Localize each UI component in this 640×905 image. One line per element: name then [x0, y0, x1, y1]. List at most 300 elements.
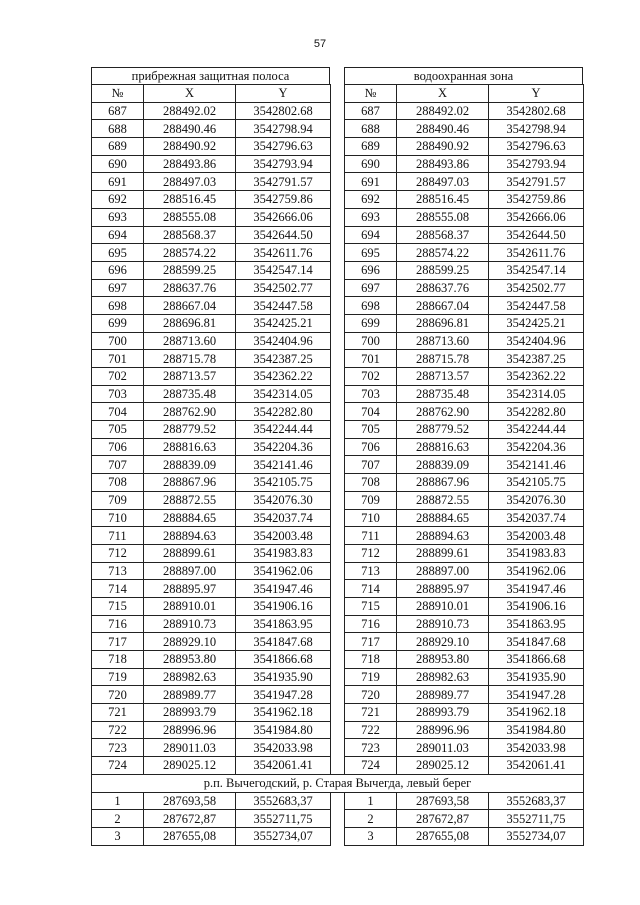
- table-row: [92, 155, 584, 173]
- table-row: [92, 173, 584, 191]
- left-x-coordinate-cell: 288574.22: [144, 244, 236, 262]
- right-x-coordinate-cell: 288696.81: [397, 314, 489, 332]
- left-y-coordinate-cell: 3542447.58: [236, 297, 331, 315]
- table-row: [92, 739, 584, 757]
- right-y-coordinate-cell: 3542644.50: [489, 226, 584, 244]
- table-gap-cell: [331, 597, 345, 615]
- right-y-coordinate-cell: 3552683,37: [489, 792, 584, 810]
- table-row: [92, 562, 584, 580]
- right-x-coordinate-cell: 288762.90: [397, 403, 489, 421]
- left-point-number-cell: 698: [92, 297, 144, 315]
- right-y-coordinate-cell: 3542802.68: [489, 102, 584, 120]
- right-x-coordinate-cell: 288816.63: [397, 438, 489, 456]
- table-gap-cell: [331, 562, 345, 580]
- right-y-coordinate-cell: 3542404.96: [489, 332, 584, 350]
- left-x-coordinate-cell: 288884.65: [144, 509, 236, 527]
- left-x-coordinate-cell: 288897.00: [144, 562, 236, 580]
- left-point-number-cell: 720: [92, 686, 144, 704]
- table-row: [92, 544, 584, 562]
- right-x-coordinate-cell: X: [397, 85, 489, 103]
- left-y-coordinate-cell: 3541962.06: [236, 562, 331, 580]
- left-x-coordinate-cell: 288872.55: [144, 491, 236, 509]
- left-x-coordinate-cell: 288599.25: [144, 261, 236, 279]
- left-point-number-cell: 699: [92, 314, 144, 332]
- right-y-coordinate-cell: 3542105.75: [489, 474, 584, 492]
- left-x-coordinate-cell: 288735.48: [144, 385, 236, 403]
- right-y-coordinate-cell: 3552711,75: [489, 810, 584, 828]
- table-gap-cell: [331, 261, 345, 279]
- right-point-number-cell: 719: [345, 668, 397, 686]
- table-gap-cell: [331, 491, 345, 509]
- left-point-number-cell: 694: [92, 226, 144, 244]
- table-row: [92, 633, 584, 651]
- table-gap-cell: [331, 244, 345, 262]
- table-gap-cell: [331, 509, 345, 527]
- left-x-coordinate-cell: 288713.57: [144, 368, 236, 386]
- right-y-coordinate-cell: 3542425.21: [489, 314, 584, 332]
- left-x-coordinate-cell: 288493.86: [144, 155, 236, 173]
- left-y-coordinate-cell: 3552711,75: [236, 810, 331, 828]
- table-gap-cell: [331, 456, 345, 474]
- left-y-coordinate-cell: 3542204.36: [236, 438, 331, 456]
- right-x-coordinate-cell: 288895.97: [397, 580, 489, 598]
- right-y-coordinate-cell: 3542759.86: [489, 191, 584, 209]
- right-x-coordinate-cell: 288715.78: [397, 350, 489, 368]
- left-y-coordinate-cell: 3542387.25: [236, 350, 331, 368]
- right-point-number-cell: 714: [345, 580, 397, 598]
- table-row: [92, 120, 584, 138]
- table-gap-cell: [331, 102, 345, 120]
- right-x-coordinate-cell: 288953.80: [397, 651, 489, 669]
- table-gap-cell: [331, 827, 345, 845]
- table-gap-cell: [331, 85, 345, 103]
- table-titles: [91, 67, 583, 84]
- right-point-number-cell: 701: [345, 350, 397, 368]
- right-x-coordinate-cell: 287655,08: [397, 827, 489, 845]
- left-y-coordinate-cell: 3542802.68: [236, 102, 331, 120]
- left-x-coordinate-cell: 288839.09: [144, 456, 236, 474]
- left-y-coordinate-cell: 3541863.95: [236, 615, 331, 633]
- table-row: [92, 208, 584, 226]
- left-y-coordinate-cell: 3542003.48: [236, 527, 331, 545]
- right-point-number-cell: 718: [345, 651, 397, 669]
- table-row: [92, 651, 584, 669]
- right-x-coordinate-cell: 288779.52: [397, 421, 489, 439]
- left-y-coordinate-cell: 3541935.90: [236, 668, 331, 686]
- left-x-coordinate-cell: 288929.10: [144, 633, 236, 651]
- right-point-number-cell: 717: [345, 633, 397, 651]
- left-point-number-cell: №: [92, 85, 144, 103]
- table-gap-cell: [331, 704, 345, 722]
- left-x-coordinate-cell: 289025.12: [144, 757, 236, 775]
- right-y-coordinate-cell: 3541947.28: [489, 686, 584, 704]
- table-gap-cell: [331, 350, 345, 368]
- table-gap-cell: [331, 615, 345, 633]
- left-point-number-cell: 693: [92, 208, 144, 226]
- table-row: [92, 615, 584, 633]
- right-point-number-cell: 694: [345, 226, 397, 244]
- right-x-coordinate-cell: 288574.22: [397, 244, 489, 262]
- right-point-number-cell: 688: [345, 120, 397, 138]
- right-x-coordinate-cell: 288982.63: [397, 668, 489, 686]
- table-row: [92, 721, 584, 739]
- table-row: [92, 810, 584, 828]
- right-x-coordinate-cell: 288910.01: [397, 597, 489, 615]
- left-point-number-cell: 714: [92, 580, 144, 598]
- table-row: [92, 279, 584, 297]
- left-point-number-cell: 691: [92, 173, 144, 191]
- left-point-number-cell: 688: [92, 120, 144, 138]
- right-y-coordinate-cell: 3542003.48: [489, 527, 584, 545]
- right-y-coordinate-cell: 3542387.25: [489, 350, 584, 368]
- right-y-coordinate-cell: 3542362.22: [489, 368, 584, 386]
- coordinates-table-body: [92, 85, 584, 846]
- coordinates-table-container: [91, 67, 583, 846]
- table-row: [92, 580, 584, 598]
- left-point-number-cell: 715: [92, 597, 144, 615]
- right-y-coordinate-cell: 3542076.30: [489, 491, 584, 509]
- right-x-coordinate-cell: 288516.45: [397, 191, 489, 209]
- left-point-number-cell: 1: [92, 792, 144, 810]
- left-x-coordinate-cell: 288490.92: [144, 138, 236, 156]
- right-y-coordinate-cell: Y: [489, 85, 584, 103]
- left-point-number-cell: 703: [92, 385, 144, 403]
- left-y-coordinate-cell: 3542793.94: [236, 155, 331, 173]
- right-y-coordinate-cell: 3541947.46: [489, 580, 584, 598]
- table-row: [92, 226, 584, 244]
- table-gap-cell: [331, 314, 345, 332]
- left-y-coordinate-cell: 3542033.98: [236, 739, 331, 757]
- right-x-coordinate-cell: 288989.77: [397, 686, 489, 704]
- table-gap-cell: [331, 651, 345, 669]
- right-x-coordinate-cell: 288910.73: [397, 615, 489, 633]
- right-point-number-cell: 710: [345, 509, 397, 527]
- right-y-coordinate-cell: 3542204.36: [489, 438, 584, 456]
- table-gap-cell: [331, 686, 345, 704]
- left-y-coordinate-cell: 3542796.63: [236, 138, 331, 156]
- left-y-coordinate-cell: 3541962.18: [236, 704, 331, 722]
- left-y-coordinate-cell: 3542362.22: [236, 368, 331, 386]
- right-y-coordinate-cell: 3541863.95: [489, 615, 584, 633]
- right-y-coordinate-cell: 3542502.77: [489, 279, 584, 297]
- left-point-number-cell: 701: [92, 350, 144, 368]
- right-x-coordinate-cell: 288735.48: [397, 385, 489, 403]
- coordinates-table: [91, 84, 584, 846]
- left-y-coordinate-cell: 3542611.76: [236, 244, 331, 262]
- left-x-coordinate-cell: 288516.45: [144, 191, 236, 209]
- left-y-coordinate-cell: 3541847.68: [236, 633, 331, 651]
- right-point-number-cell: 3: [345, 827, 397, 845]
- right-point-number-cell: 704: [345, 403, 397, 421]
- right-y-coordinate-cell: 3541962.18: [489, 704, 584, 722]
- left-x-coordinate-cell: 288816.63: [144, 438, 236, 456]
- right-point-number-cell: 709: [345, 491, 397, 509]
- left-point-number-cell: 716: [92, 615, 144, 633]
- table-row: [92, 191, 584, 209]
- right-point-number-cell: 705: [345, 421, 397, 439]
- right-point-number-cell: 720: [345, 686, 397, 704]
- right-y-coordinate-cell: 3541962.06: [489, 562, 584, 580]
- left-y-coordinate-cell: 3541906.16: [236, 597, 331, 615]
- right-y-coordinate-cell: 3541983.83: [489, 544, 584, 562]
- table-row: [92, 597, 584, 615]
- table-gap-cell: [331, 757, 345, 775]
- right-y-coordinate-cell: 3542796.63: [489, 138, 584, 156]
- left-x-coordinate-cell: 288713.60: [144, 332, 236, 350]
- left-point-number-cell: 709: [92, 491, 144, 509]
- left-point-number-cell: 706: [92, 438, 144, 456]
- section-title-row: [92, 774, 584, 792]
- table-row: [92, 138, 584, 156]
- right-x-coordinate-cell: 288568.37: [397, 226, 489, 244]
- left-y-coordinate-cell: 3542076.30: [236, 491, 331, 509]
- left-x-coordinate-cell: 288696.81: [144, 314, 236, 332]
- table-gap-cell: [331, 633, 345, 651]
- left-point-number-cell: 719: [92, 668, 144, 686]
- right-point-number-cell: 2: [345, 810, 397, 828]
- left-x-coordinate-cell: 288867.96: [144, 474, 236, 492]
- left-point-number-cell: 696: [92, 261, 144, 279]
- left-y-coordinate-cell: 3542425.21: [236, 314, 331, 332]
- table-gap-cell: [331, 191, 345, 209]
- table-gap-cell: [331, 421, 345, 439]
- table-row: [92, 527, 584, 545]
- left-y-coordinate-cell: 3552734,07: [236, 827, 331, 845]
- right-x-coordinate-cell: 288894.63: [397, 527, 489, 545]
- left-x-coordinate-cell: 288555.08: [144, 208, 236, 226]
- right-point-number-cell: 693: [345, 208, 397, 226]
- table-gap-cell: [331, 403, 345, 421]
- right-point-number-cell: 700: [345, 332, 397, 350]
- table-gap-cell: [331, 368, 345, 386]
- table-row: [92, 350, 584, 368]
- right-point-number-cell: №: [345, 85, 397, 103]
- left-x-coordinate-cell: 288982.63: [144, 668, 236, 686]
- table-row: [92, 403, 584, 421]
- right-y-coordinate-cell: 3541906.16: [489, 597, 584, 615]
- left-point-number-cell: 692: [92, 191, 144, 209]
- right-point-number-cell: 691: [345, 173, 397, 191]
- right-x-coordinate-cell: 288555.08: [397, 208, 489, 226]
- left-x-coordinate-cell: 288568.37: [144, 226, 236, 244]
- table-gap-cell: [331, 332, 345, 350]
- table-row: [92, 491, 584, 509]
- header-row: [92, 85, 584, 103]
- left-x-coordinate-cell: 288895.97: [144, 580, 236, 598]
- table-gap-cell: [331, 120, 345, 138]
- table-row: [92, 261, 584, 279]
- table-gap-cell: [331, 792, 345, 810]
- left-point-number-cell: 724: [92, 757, 144, 775]
- left-point-number-cell: 717: [92, 633, 144, 651]
- right-point-number-cell: 722: [345, 721, 397, 739]
- left-x-coordinate-cell: 288899.61: [144, 544, 236, 562]
- right-point-number-cell: 699: [345, 314, 397, 332]
- right-point-number-cell: 713: [345, 562, 397, 580]
- left-point-number-cell: 2: [92, 810, 144, 828]
- right-point-number-cell: 698: [345, 297, 397, 315]
- right-x-coordinate-cell: 288872.55: [397, 491, 489, 509]
- left-y-coordinate-cell: 3542502.77: [236, 279, 331, 297]
- right-table-title: водоохранная зона: [344, 67, 583, 84]
- left-x-coordinate-cell: 288989.77: [144, 686, 236, 704]
- left-y-coordinate-cell: 3542791.57: [236, 173, 331, 191]
- right-point-number-cell: 716: [345, 615, 397, 633]
- right-point-number-cell: 696: [345, 261, 397, 279]
- right-x-coordinate-cell: 288493.86: [397, 155, 489, 173]
- left-y-coordinate-cell: 3542314.05: [236, 385, 331, 403]
- left-point-number-cell: 710: [92, 509, 144, 527]
- table-gap-cell: [331, 297, 345, 315]
- left-table-title: прибрежная защитная полоса: [91, 67, 330, 84]
- right-point-number-cell: 702: [345, 368, 397, 386]
- left-y-coordinate-cell: 3541866.68: [236, 651, 331, 669]
- right-y-coordinate-cell: 3541847.68: [489, 633, 584, 651]
- table-row: [92, 332, 584, 350]
- left-x-coordinate-cell: 288492.02: [144, 102, 236, 120]
- left-point-number-cell: 713: [92, 562, 144, 580]
- table-row: [92, 792, 584, 810]
- left-point-number-cell: 708: [92, 474, 144, 492]
- right-x-coordinate-cell: 288897.00: [397, 562, 489, 580]
- left-x-coordinate-cell: X: [144, 85, 236, 103]
- left-x-coordinate-cell: 287672,87: [144, 810, 236, 828]
- left-x-coordinate-cell: 288490.46: [144, 120, 236, 138]
- right-y-coordinate-cell: 3542314.05: [489, 385, 584, 403]
- left-y-coordinate-cell: 3542759.86: [236, 191, 331, 209]
- left-y-coordinate-cell: 3542547.14: [236, 261, 331, 279]
- left-x-coordinate-cell: 288637.76: [144, 279, 236, 297]
- right-point-number-cell: 692: [345, 191, 397, 209]
- left-y-coordinate-cell: 3542282.80: [236, 403, 331, 421]
- table-gap-cell: [331, 544, 345, 562]
- right-point-number-cell: 721: [345, 704, 397, 722]
- right-x-coordinate-cell: 288993.79: [397, 704, 489, 722]
- table-row: [92, 244, 584, 262]
- right-x-coordinate-cell: 287693,58: [397, 792, 489, 810]
- table-row: [92, 827, 584, 845]
- right-x-coordinate-cell: 288929.10: [397, 633, 489, 651]
- right-x-coordinate-cell: 288637.76: [397, 279, 489, 297]
- right-x-coordinate-cell: 288839.09: [397, 456, 489, 474]
- table-gap-cell: [331, 474, 345, 492]
- left-point-number-cell: 711: [92, 527, 144, 545]
- table-row: [92, 509, 584, 527]
- right-y-coordinate-cell: 3542793.94: [489, 155, 584, 173]
- left-point-number-cell: 704: [92, 403, 144, 421]
- table-gap-cell: [331, 721, 345, 739]
- right-point-number-cell: 712: [345, 544, 397, 562]
- right-point-number-cell: 724: [345, 757, 397, 775]
- right-y-coordinate-cell: 3541866.68: [489, 651, 584, 669]
- left-y-coordinate-cell: 3542141.46: [236, 456, 331, 474]
- right-y-coordinate-cell: 3542798.94: [489, 120, 584, 138]
- left-y-coordinate-cell: 3542105.75: [236, 474, 331, 492]
- right-x-coordinate-cell: 288492.02: [397, 102, 489, 120]
- right-point-number-cell: 708: [345, 474, 397, 492]
- table-gap-cell: [331, 173, 345, 191]
- right-point-number-cell: 697: [345, 279, 397, 297]
- right-point-number-cell: 695: [345, 244, 397, 262]
- right-y-coordinate-cell: 3542037.74: [489, 509, 584, 527]
- table-row: [92, 385, 584, 403]
- left-x-coordinate-cell: 288993.79: [144, 704, 236, 722]
- right-point-number-cell: 723: [345, 739, 397, 757]
- right-y-coordinate-cell: 3542447.58: [489, 297, 584, 315]
- table-gap-cell: [331, 810, 345, 828]
- right-y-coordinate-cell: 3541984.80: [489, 721, 584, 739]
- left-x-coordinate-cell: 288910.01: [144, 597, 236, 615]
- table-row: [92, 456, 584, 474]
- section-title: р.п. Вычегодский, р. Старая Вычегда, левый берег: [92, 774, 584, 792]
- right-x-coordinate-cell: 288867.96: [397, 474, 489, 492]
- table-gap-cell: [331, 580, 345, 598]
- left-y-coordinate-cell: Y: [236, 85, 331, 103]
- left-y-coordinate-cell: 3542244.44: [236, 421, 331, 439]
- left-x-coordinate-cell: 288953.80: [144, 651, 236, 669]
- right-x-coordinate-cell: 288667.04: [397, 297, 489, 315]
- left-y-coordinate-cell: 3541947.28: [236, 686, 331, 704]
- left-point-number-cell: 697: [92, 279, 144, 297]
- table-row: [92, 704, 584, 722]
- right-y-coordinate-cell: 3542033.98: [489, 739, 584, 757]
- right-x-coordinate-cell: 289025.12: [397, 757, 489, 775]
- left-y-coordinate-cell: 3542404.96: [236, 332, 331, 350]
- right-y-coordinate-cell: 3542282.80: [489, 403, 584, 421]
- table-gap-cell: [331, 279, 345, 297]
- table-gap-cell: [331, 385, 345, 403]
- table-row: [92, 314, 584, 332]
- right-x-coordinate-cell: 289011.03: [397, 739, 489, 757]
- left-x-coordinate-cell: 288910.73: [144, 615, 236, 633]
- left-x-coordinate-cell: 288762.90: [144, 403, 236, 421]
- left-y-coordinate-cell: 3541947.46: [236, 580, 331, 598]
- left-point-number-cell: 707: [92, 456, 144, 474]
- right-x-coordinate-cell: 288996.96: [397, 721, 489, 739]
- right-x-coordinate-cell: 287672,87: [397, 810, 489, 828]
- left-point-number-cell: 690: [92, 155, 144, 173]
- right-y-coordinate-cell: 3542666.06: [489, 208, 584, 226]
- left-x-coordinate-cell: 287655,08: [144, 827, 236, 845]
- table-gap-cell: [331, 138, 345, 156]
- left-y-coordinate-cell: 3542644.50: [236, 226, 331, 244]
- left-point-number-cell: 3: [92, 827, 144, 845]
- left-y-coordinate-cell: 3541983.83: [236, 544, 331, 562]
- right-x-coordinate-cell: 288713.60: [397, 332, 489, 350]
- table-row: [92, 368, 584, 386]
- table-row: [92, 102, 584, 120]
- right-x-coordinate-cell: 288599.25: [397, 261, 489, 279]
- left-point-number-cell: 687: [92, 102, 144, 120]
- left-y-coordinate-cell: 3542037.74: [236, 509, 331, 527]
- table-row: [92, 474, 584, 492]
- table-row: [92, 686, 584, 704]
- right-x-coordinate-cell: 288884.65: [397, 509, 489, 527]
- left-x-coordinate-cell: 287693,58: [144, 792, 236, 810]
- page-number: 57: [313, 38, 327, 50]
- left-point-number-cell: 695: [92, 244, 144, 262]
- table-row: [92, 668, 584, 686]
- right-x-coordinate-cell: 288497.03: [397, 173, 489, 191]
- left-y-coordinate-cell: 3552683,37: [236, 792, 331, 810]
- left-x-coordinate-cell: 288497.03: [144, 173, 236, 191]
- right-point-number-cell: 715: [345, 597, 397, 615]
- right-y-coordinate-cell: 3542244.44: [489, 421, 584, 439]
- left-y-coordinate-cell: 3542061.41: [236, 757, 331, 775]
- right-x-coordinate-cell: 288490.92: [397, 138, 489, 156]
- left-y-coordinate-cell: 3542798.94: [236, 120, 331, 138]
- table-row: [92, 438, 584, 456]
